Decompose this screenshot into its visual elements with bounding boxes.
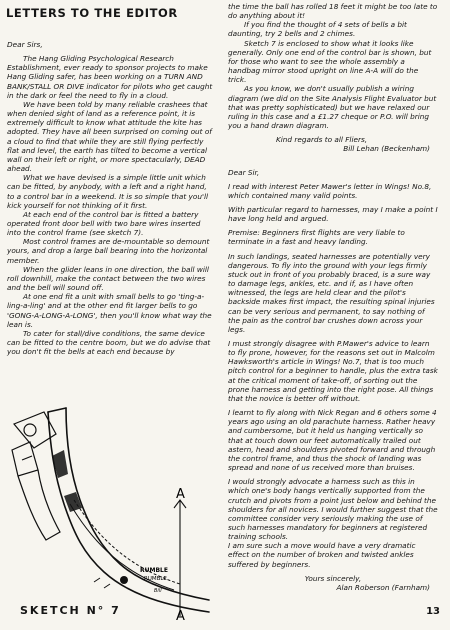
letter-one-salutation: Dear Sirs,	[7, 40, 43, 49]
letter-two-paragraph: I must strongly disagree with P.Mawer's advice to learn to fly prone, however, for the reasons set out in Malcolm Hawksworth's article in Wings! No.7, that is too much pitch control for a beginner to handle, plus the extra task at the critical moment of take-off, of sorting out the prone harness and getting into the right pose. All things that the novice is better off without.	[228, 339, 438, 403]
letter-one-paragraph: The Hang Gliding Psychological Research Establishment, ever ready to sponsor projects to make Hang Gliding safer, has been working on a TURN AND BANK/STALL OR DIVE indicator for pilots who get caught in the dark or feel the need to fly in a cloud.	[7, 54, 213, 100]
sketch-title: SKETCH N° 7	[20, 604, 121, 617]
letter-one-closing: Kind regards to all Fliers,	[276, 135, 368, 145]
letter-one-paragraph: At each end of the control bar is fitted a battery operated front door bell with two bare wires inserted into the control frame (see sketch 7).	[7, 209, 201, 238]
letter-one-column	[7, 40, 215, 356]
letter-one-paragraph: When the glider leans in one direction, the ball will roll downhill, make the contact between the two wires and the bell will sound off.	[7, 264, 209, 293]
letter-one-paragraph: To cater for stall/dive conditions, the same device can be fitted to the centre boom, but we do advise that you don't fit the bells at each end because by	[7, 328, 211, 357]
artist-signature: Bill	[154, 588, 162, 594]
rumble-label: RUMBLE	[140, 567, 168, 574]
letter-one-paragraph: Sketch 7 is enclosed to show what it looks like generally. Only one end of the control bar is shown, but for those who want to see the whole assembly a handbag mirror stood upright on line A-A will do the trick.	[228, 38, 432, 85]
page-heading: LETTERS TO THE EDITOR	[6, 6, 178, 20]
page-number: 13	[426, 606, 440, 617]
label-a-top: A	[176, 487, 185, 502]
sketch-seven-drawing	[4, 404, 216, 622]
letter-two-signature: Alan Roberson (Farnham)	[336, 582, 430, 592]
rumble-label-2: RUMBLE	[144, 576, 167, 582]
letter-two-paragraph: I am sure such a move would have a very dramatic effect on the number of broken and twisted ankles suffered by beginners.	[228, 541, 416, 569]
letter-one-paragraph: Most control frames are de-mountable so demount yours, and drop a large ball bearing into the horizontal member.	[7, 237, 210, 265]
letter-two-paragraph: In such landings, seated harnesses are potentially very dangerous. To fly into the ground with your legs firmly stuck out in front of you probably braced, is a sure way to damage legs, ankles, etc. and if, as I have often witnessed, the legs are held clear and the pilot's backside makes first impact, the resulting spinal injuries can be very serious and permanent, to say nothing of the pain as the control bar crushes down across your legs.	[228, 251, 435, 334]
letter-one-paragraph: At one end fit a unit with small bells to go 'ting-a-ling-a-ling' and at the other end fit larger bells to go 'GONG-A-LONG-A-LONG', then you'll know what way the lean is.	[7, 292, 212, 329]
letter-two-paragraph: I learnt to fly along with Nick Regan and 6 others some 4 years ago using an old parachute harness. Rather heavy and cumbersome, but it held us hanging vertically so that at touch down our feet automatically trailed out astern, head and shoulders pivoted forward and through the control frame, and thus the shock of landing was spread and none of us received more than bruises.	[228, 408, 437, 473]
letter-two-salutation: Dear Sir,	[228, 167, 260, 177]
letter-one-paragraph: We have been told by many reliable crashees that when denied sight of land as a reference point, it is extremely difficult to know what attitude the kite has adopted. They have all been surprised on coming out of a cloud to find that while they are still flying perfectly flat and level, the earth has tilted to become a vertical wall on their left or right, or more spectacularly, DEAD ahead.	[7, 99, 212, 174]
right-column	[228, 2, 438, 592]
letter-one-paragraph: If you find the thought of 4 sets of bells a bit daunting, try 2 bells and 2 chimes.	[228, 20, 407, 39]
letter-two-paragraph: Premise: Beginners first flights are very liable to terminate in a fast and heavy landing.	[228, 228, 405, 247]
section-line	[174, 500, 186, 616]
hatched-region	[52, 450, 128, 584]
bell-housing	[12, 412, 60, 540]
letter-one-signature: Bill Lehan (Beckenham)	[343, 144, 430, 154]
label-a-bottom: A	[176, 609, 185, 622]
letter-one-paragraph: As you know, we don't usually publish a wiring diagram (we did on the Site Analysis Flight Evaluator but that was pretty sophisticated) but we have relaxed our ruling in this case and a £1.27 cheque or P.O. will bring you a hand drawn diagram.	[228, 84, 437, 131]
letter-one-paragraph: What we have devised is a simple little unit which can be fitted, by anybody, with a left and a right hand, to a control bar in a weekend. It is so simple that you'll kick yourself for not thinking of it first.	[7, 173, 209, 210]
letter-two-paragraph: I would strongly advocate a harness such as this in which one's body hangs vertically supported from the crutch and pivots from a point just below and behind the shoulders for all novices. I would further suggest that the committee consider very seriously making the use of such harnesses mandatory for beginners at registered training schools.	[228, 477, 438, 542]
letter-two-paragraph: I read with interest Peter Mawer's letter in Wings! No.8, which contained many valid points.	[228, 181, 432, 200]
letter-two-paragraph: With particular regard to harnesses, may I make a point I have long held and argued.	[228, 204, 438, 224]
letter-two-closing: Yours sincerely,	[304, 573, 362, 583]
letter-one-paragraph: the time the ball has rolled 18 feet it might be too late to do anything about it!	[228, 2, 438, 21]
